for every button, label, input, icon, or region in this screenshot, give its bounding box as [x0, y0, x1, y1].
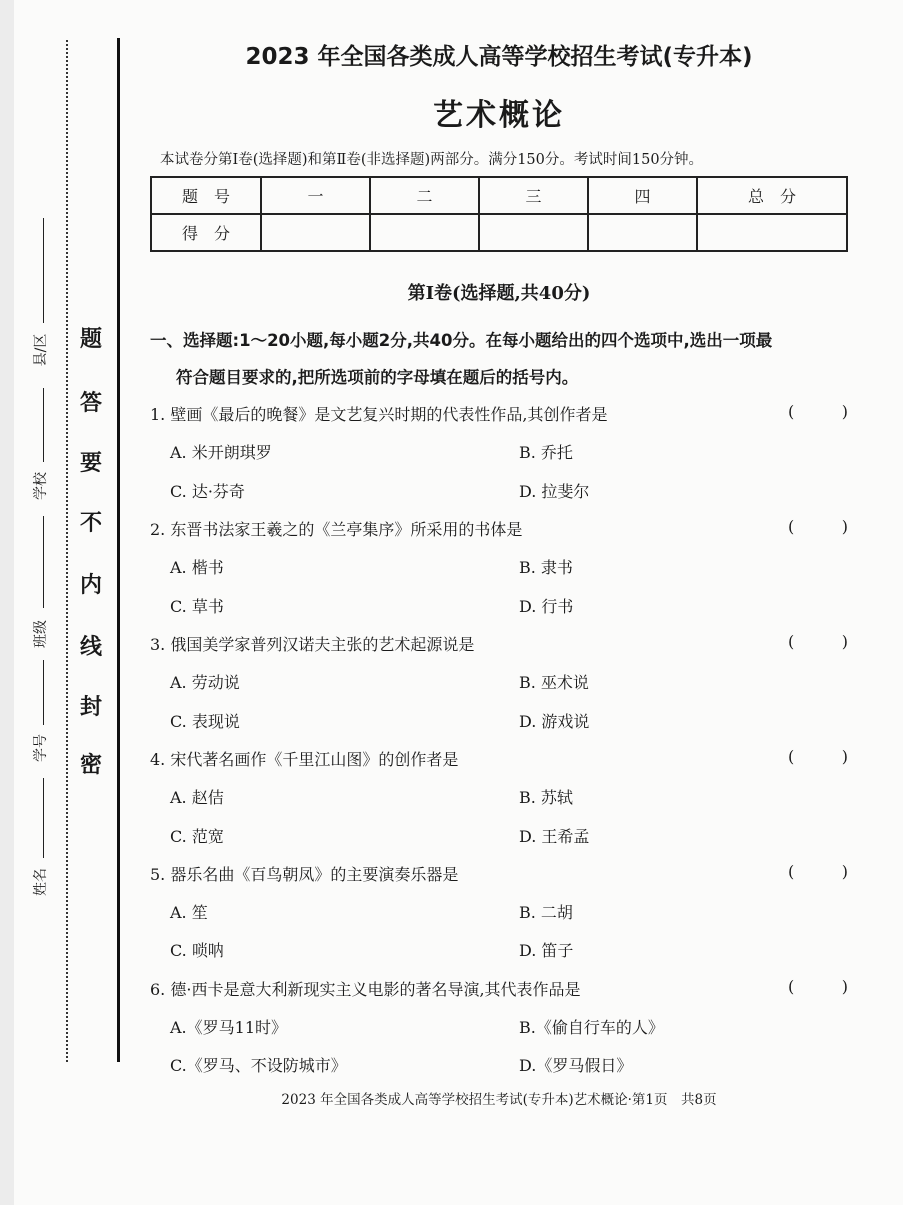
option: C. 范宽: [170, 827, 224, 846]
section-instruction: [150, 322, 862, 396]
subject-title: 艺术概论: [433, 98, 565, 133]
score-row-label: 得 分: [151, 214, 261, 251]
score-input-cell[interactable]: [479, 214, 588, 251]
field-class-line: [43, 516, 44, 608]
option: B. 苏轼: [519, 788, 573, 807]
option: B.《偷自行车的人》: [519, 1018, 664, 1037]
seal-char: 密: [79, 753, 102, 778]
score-table-score-row: [151, 214, 847, 251]
page-footer: 2023 年全国各类成人高等学校招生考试(专升本)艺术概论·第1页 共8页: [281, 1092, 717, 1108]
score-cell: 四: [588, 177, 697, 214]
score-cell: 三: [479, 177, 588, 214]
bracket-close: ): [841, 747, 848, 766]
option: C. 表现说: [170, 712, 240, 731]
bracket-open: (: [788, 517, 795, 536]
field-name-label: 姓名: [33, 868, 49, 896]
option: C. 草书: [170, 597, 224, 616]
bracket-open: (: [788, 977, 795, 996]
exam-intro: 本试卷分第Ⅰ卷(选择题)和第Ⅱ卷(非选择题)两部分。满分150分。考试时间150分钟。: [160, 152, 704, 168]
option: A. 劳动说: [170, 673, 240, 692]
field-county-label: 县/区: [33, 333, 49, 367]
section-title: 第Ⅰ卷(选择题,共40分): [407, 283, 591, 304]
answer-bracket[interactable]: [788, 977, 848, 996]
seal-char: 要: [79, 451, 102, 476]
bracket-open: (: [788, 402, 795, 421]
question-stem: 3. 俄国美学家普列汉诺夫主张的艺术起源说是: [150, 635, 475, 654]
field-county-line: [43, 218, 44, 323]
option: A. 楷书: [170, 558, 224, 577]
option: D. 游戏说: [519, 712, 590, 731]
score-input-cell[interactable]: [588, 214, 697, 251]
binding-solid-line: [117, 38, 120, 1062]
field-school-line: [43, 388, 44, 462]
answer-bracket[interactable]: [788, 517, 848, 536]
option: A. 赵佶: [170, 788, 224, 807]
bracket-close: ): [841, 517, 848, 536]
question-stem: 2. 东晋书法家王羲之的《兰亭集序》所采用的书体是: [150, 520, 523, 539]
option: B. 隶书: [519, 558, 573, 577]
answer-bracket[interactable]: [788, 632, 848, 651]
score-table-header-row: [151, 177, 847, 214]
seal-char: 内: [79, 573, 102, 598]
field-id-label: 学号: [33, 734, 49, 762]
option: C. 达·芬奇: [170, 482, 245, 501]
seal-char: 答: [79, 391, 102, 416]
score-input-cell[interactable]: [697, 214, 847, 251]
score-cell-total: 总 分: [697, 177, 847, 214]
instruction-line: 一、选择题:1～20小题,每小题2分,共40分。在每小题给出的四个选项中,选出一项最: [150, 331, 773, 350]
answer-bracket[interactable]: [788, 862, 848, 881]
score-input-cell[interactable]: [370, 214, 479, 251]
score-cell: 二: [370, 177, 479, 214]
instruction-line: 符合题目要求的,把所选项前的字母填在题后的括号内。: [176, 368, 579, 387]
answer-bracket[interactable]: [788, 747, 848, 766]
field-id-line: [43, 660, 44, 725]
cut-dotted-line: [66, 40, 68, 1062]
option: A. 笙: [170, 903, 208, 922]
score-cell: 一: [261, 177, 370, 214]
option: C. 唢呐: [170, 941, 224, 960]
question-stem: 6. 德·西卡是意大利新现实主义电影的著名导演,其代表作品是: [150, 980, 581, 999]
seal-char: 封: [79, 695, 102, 720]
exam-title: 2023 年全国各类成人高等学校招生考试(专升本): [245, 44, 753, 70]
option: B. 乔托: [519, 443, 573, 462]
bracket-open: (: [788, 632, 795, 651]
option: A.《罗马11时》: [170, 1018, 288, 1037]
question-stem: 1. 壁画《最后的晚餐》是文艺复兴时期的代表性作品,其创作者是: [150, 405, 608, 424]
option: A. 米开朗琪罗: [170, 443, 272, 462]
answer-bracket[interactable]: [788, 402, 848, 421]
option: D. 王希孟: [519, 827, 590, 846]
seal-char: 题: [79, 327, 102, 352]
bracket-close: ): [841, 402, 848, 421]
question-stem: 5. 器乐名曲《百鸟朝凤》的主要演奏乐器是: [150, 865, 459, 884]
option: B. 巫术说: [519, 673, 589, 692]
question-stem: 4. 宋代著名画作《千里江山图》的创作者是: [150, 750, 459, 769]
option: D. 笛子: [519, 941, 574, 960]
seal-char: 线: [79, 635, 102, 660]
seal-char: 不: [79, 511, 102, 536]
bracket-open: (: [788, 747, 795, 766]
score-table: [150, 176, 848, 252]
field-name-line: [43, 778, 44, 858]
field-class-label: 班级: [33, 620, 49, 648]
option: D. 行书: [519, 597, 574, 616]
score-cell-label: 题 号: [151, 177, 261, 214]
field-school-label: 学校: [33, 472, 49, 500]
option: B. 二胡: [519, 903, 573, 922]
bracket-close: ): [841, 632, 848, 651]
option: D.《罗马假日》: [519, 1056, 633, 1075]
bracket-close: ): [841, 977, 848, 996]
bracket-close: ): [841, 862, 848, 881]
option: C.《罗马、不设防城市》: [170, 1056, 347, 1075]
bracket-open: (: [788, 862, 795, 881]
score-input-cell[interactable]: [261, 214, 370, 251]
option: D. 拉斐尔: [519, 482, 590, 501]
